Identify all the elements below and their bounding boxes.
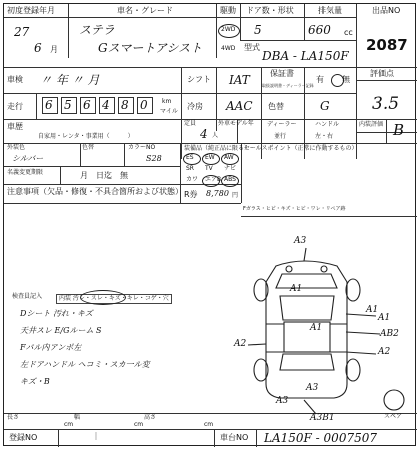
ext-color-label: 外装色 xyxy=(7,144,26,151)
ac-label: 冷房 xyxy=(187,102,203,111)
warranty-label: 保証書 xyxy=(270,69,294,78)
color-change-label: 色替 xyxy=(268,102,284,111)
handle-label: ハンドル xyxy=(315,121,340,128)
option-item: TV xyxy=(205,165,213,172)
interior-value: B xyxy=(393,121,405,139)
report-line: 天井スレ E/Gルーム S xyxy=(20,326,102,335)
damage-mark: A1 xyxy=(366,305,379,315)
color-code: S28 xyxy=(146,154,162,163)
model-name-label: 車名・グレード xyxy=(117,6,173,15)
option-item: ABS xyxy=(224,176,236,183)
damage-mark: A3 xyxy=(294,236,307,246)
warranty-yes: 有 xyxy=(316,75,324,84)
drive-2wd: 2WD xyxy=(221,26,236,33)
score-value: 3.5 xyxy=(372,94,400,114)
mileage-digit: 6 xyxy=(83,98,91,112)
height-label: 高さ xyxy=(144,414,157,421)
lot-number: 2087 xyxy=(366,36,408,54)
score-label: 評価点 xyxy=(370,69,394,78)
handle-value: 左・右 xyxy=(315,133,334,140)
dealer-label: ディーラー xyxy=(267,121,297,128)
color-change-value: G xyxy=(320,99,330,113)
reg-year-label: 初度登録年月 xyxy=(7,6,55,15)
chassis-value: LA150F - 0007507 xyxy=(264,431,377,445)
shift-value: IAT xyxy=(229,73,250,87)
option-item: カワ xyxy=(186,176,199,183)
recycle-label: R券 xyxy=(184,190,198,199)
model-code: DBA - LA150F xyxy=(262,49,349,63)
auction-sheet xyxy=(3,3,416,446)
displacement-unit: cc xyxy=(344,28,353,37)
report-line: 左ドアハンドル ヘコミ・スカ一ル変 xyxy=(20,360,150,369)
options-label: 装備品（純正品に限る） xyxy=(184,145,251,152)
displacement-value: 660 xyxy=(308,23,331,37)
car-diagram xyxy=(4,4,417,447)
ac-value: AAC xyxy=(226,99,253,113)
reg-no-label: 登録NO xyxy=(9,433,38,442)
damage-mark: A3 xyxy=(306,383,319,393)
damage-mark: A1 xyxy=(378,313,391,323)
displacement-label: 排気量 xyxy=(318,6,342,15)
capacity-unit: 人 xyxy=(212,132,219,139)
option-item: SR xyxy=(186,165,194,172)
glass-label: Fガラス・ヒビ・キズ・ヒビ・ワレ・リペア跡 xyxy=(243,206,346,212)
warranty-sublabel: 取扱説明書・ディーラー記録 xyxy=(262,83,314,88)
color-code-label: カラーNO xyxy=(128,144,156,151)
damage-mark: A3B1 xyxy=(310,413,335,423)
doors-label: ドア数・形状 xyxy=(246,6,294,15)
color-no-label: 色替 xyxy=(82,144,95,151)
shift-label: シフト xyxy=(187,75,211,84)
inspect-value: 〃 年 〃 月 xyxy=(40,73,100,87)
drive-label: 駆動 xyxy=(220,6,236,15)
mileage-unit-alt: マイル xyxy=(160,108,178,115)
mileage-digit: 0 xyxy=(140,98,148,112)
model-code-label: 型式 xyxy=(244,43,260,52)
ext-year-label: 外車モデル年 xyxy=(218,120,254,127)
sales-point-label: セールスポイント（正常に作動するもの） xyxy=(244,145,358,152)
name-change-label: 名義変更期限 xyxy=(7,169,44,176)
dealer-value: 並行 xyxy=(274,133,287,140)
mileage-digit: 6 xyxy=(45,98,53,112)
damage-mark: A2 xyxy=(234,339,247,349)
capacity-value: 4 xyxy=(200,127,208,141)
history-label: 車歴 xyxy=(7,122,23,131)
lot-label: 出品NO xyxy=(372,6,401,15)
record-label: 検査員記入 xyxy=(12,293,43,300)
ext-color-value: シルバー xyxy=(12,154,44,163)
warranty-no: 無 xyxy=(342,75,350,84)
name-change-value: 月 日迄 無 xyxy=(80,171,128,180)
option-item: AW xyxy=(224,154,234,161)
width-label: 幅 xyxy=(74,414,81,421)
inspect-label: 車検 xyxy=(7,75,23,84)
reg-no-value: ｜ xyxy=(92,432,100,441)
option-item: EW xyxy=(205,154,215,161)
reg-month-value: 6 xyxy=(34,41,42,55)
interior-label: 内装評価 xyxy=(359,121,384,128)
doors-value: 5 xyxy=(254,23,262,37)
capacity-label: 定員 xyxy=(184,120,197,127)
model-name: ステラ xyxy=(79,23,115,37)
report-line: Dシート 汚れ・キズ xyxy=(20,309,93,318)
mileage-digit: 5 xyxy=(64,98,72,112)
damage-mark: AB2 xyxy=(380,329,399,339)
length-unit: cm xyxy=(64,421,74,428)
history-value: 自家用・レンタ・事業用（ ） xyxy=(38,133,134,140)
option-item: ナビ xyxy=(224,165,237,172)
spare-label: スペア xyxy=(384,413,403,420)
record-options: 内装 汚レ・スレ・キズ・キレ・コゲ・穴 xyxy=(56,294,172,304)
damage-mark: A3 xyxy=(276,396,289,406)
drive-4wd: 4WD xyxy=(221,45,236,52)
option-item: エアB xyxy=(205,176,222,183)
damage-mark: A1 xyxy=(290,284,303,294)
reg-year-value: 27 xyxy=(14,25,30,39)
grade: Gスマートアシスト xyxy=(98,41,203,55)
month-unit: 月 xyxy=(50,45,58,54)
height-unit: cm xyxy=(204,421,214,428)
recycle-value: 8,780 xyxy=(206,189,229,198)
mileage-label: 走行 xyxy=(7,102,23,111)
report-line: キズ・B xyxy=(20,377,50,386)
width-unit: cm xyxy=(134,421,144,428)
mileage-unit: km xyxy=(162,98,172,105)
mileage-digit: 8 xyxy=(121,98,129,112)
report-line: Fパル内アンポ左 xyxy=(20,343,82,352)
length-label: 長さ xyxy=(7,414,20,421)
damage-mark: A1 xyxy=(310,323,323,333)
chassis-label: 車台NO xyxy=(220,433,249,442)
notes-label: 注意事項（欠品・修復・不具合箇所および状態） xyxy=(7,187,183,196)
damage-mark: A2 xyxy=(378,347,391,357)
option-item: ES xyxy=(186,154,194,161)
mileage-digit: 4 xyxy=(102,98,110,112)
recycle-unit: 円 xyxy=(232,192,239,199)
